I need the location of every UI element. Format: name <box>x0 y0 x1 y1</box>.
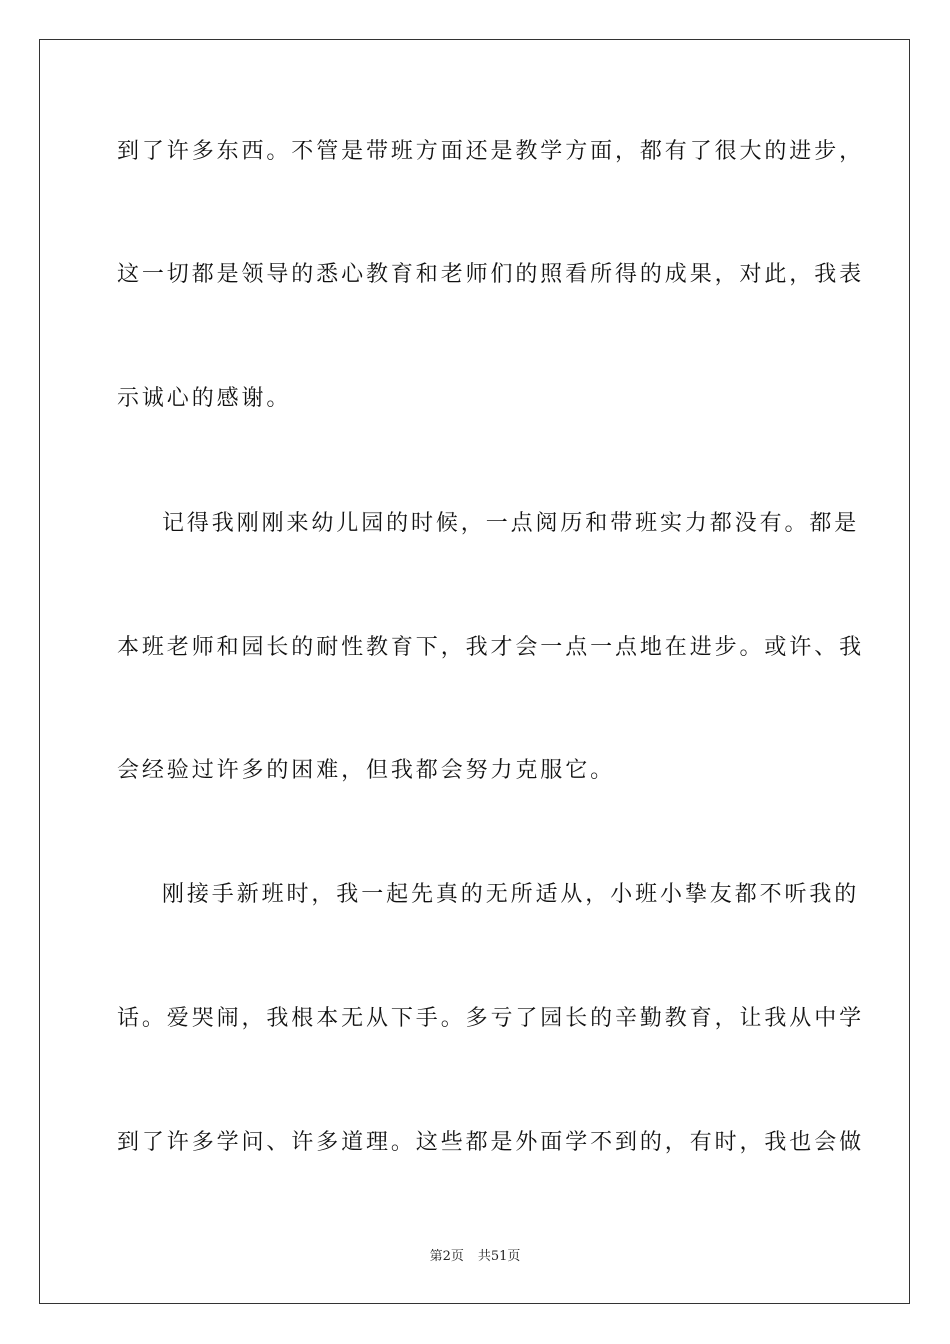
body-text-line: 示诚心的感谢。 <box>117 386 292 411</box>
paragraph-start-line: 记得我刚刚来幼儿园的时候，一点阅历和带班实力都没有。都是 <box>162 511 860 536</box>
body-text-line: 本班老师和园长的耐性教育下，我才会一点一点地在进步。或许、我 <box>117 635 865 660</box>
page-footer <box>0 1248 950 1266</box>
page-frame <box>39 39 910 1304</box>
page-number: 第2页 <box>429 1249 464 1264</box>
body-text-line: 到了许多学问、许多道理。这些都是外面学不到的，有时，我也会做 <box>117 1130 865 1155</box>
body-text-line: 会经验过许多的困难，但我都会努力克服它。 <box>117 758 616 783</box>
body-text-line: 话。爱哭闹，我根本无从下手。多亏了园长的辛勤教育，让我从中学 <box>117 1006 865 1031</box>
page-total: 共51页 <box>477 1249 521 1264</box>
body-text-line: 到了许多东西。不管是带班方面还是教学方面，都有了很大的进步， <box>117 139 865 164</box>
body-text-line: 这一切都是领导的悉心教育和老师们的照看所得的成果，对此，我表 <box>117 262 865 287</box>
paragraph-start-line: 刚接手新班时，我一起先真的无所适从，小班小挚友都不听我的 <box>162 882 860 907</box>
